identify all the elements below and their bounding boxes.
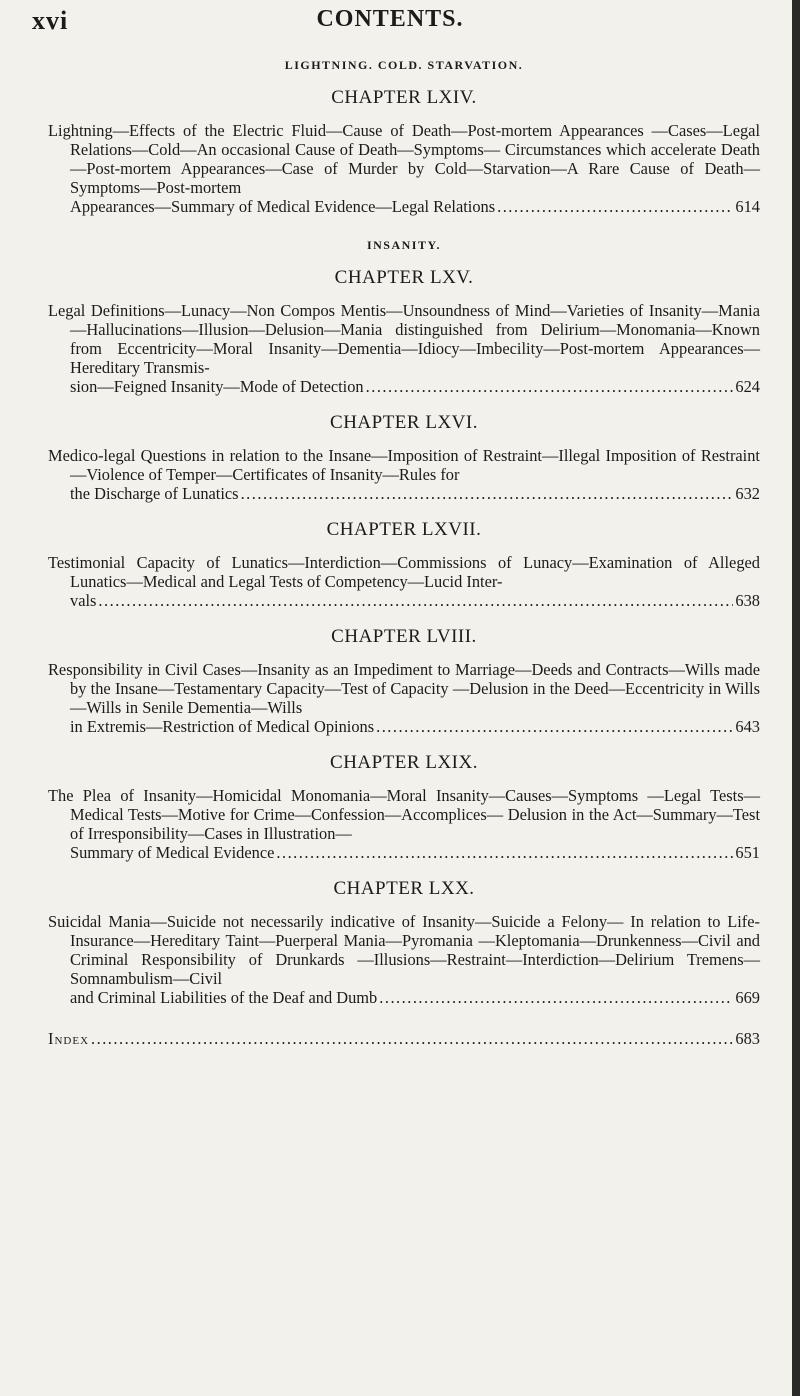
page-number: 624: [735, 377, 760, 396]
chapter-summary: [48, 121, 760, 216]
summary-text: Legal Definitions—Lunacy—Non Compos Mentis—Unsoundness of Mind—Varieties of Insanity—Mania—Hallucinations—Illusion—Delusion—Mania distinguished from Delirium—Monomania—Known from Eccentricity—Moral Insanity—Dementia—Idiocy—Imbecility—Post-mortem Appearances—Hereditary Transmis-: [48, 301, 760, 377]
summary-last-text: the Discharge of Lunatics: [70, 484, 239, 503]
summary-text: Lightning—Effects of the Electric Fluid—Cause of Death—Post-mortem Appearances —Cases—Legal Relations—Cold—An occasional Cause of Death—Symptoms— Circumstances which accelerate Death—Post-mortem Appearances—Case of Murder by Cold—Starvation—A Rare Cause of Death—Symptoms—Post-mortem: [48, 121, 760, 197]
summary-last-line: [70, 197, 760, 216]
summary-last-line: [70, 843, 760, 862]
dot-leader: [497, 197, 733, 216]
dot-leader: [241, 484, 734, 503]
dot-leader: [276, 843, 733, 862]
part-heading: INSANITY.: [366, 238, 442, 252]
chapter-heading: CHAPTER LVIII.: [331, 626, 477, 647]
dot-leader: [366, 377, 734, 396]
page-number: 669: [735, 988, 760, 1007]
summary-last-line: [70, 988, 760, 1007]
summary-last-line: [70, 377, 760, 396]
summary-last-text: vals: [70, 591, 97, 610]
chapter-heading: CHAPTER LXVII.: [326, 519, 482, 540]
running-title: CONTENTS.: [316, 6, 464, 32]
chapter-summary: [48, 912, 760, 1007]
chapter-heading: CHAPTER LXX.: [333, 878, 475, 899]
dot-leader: [376, 717, 733, 736]
summary-last-line: [70, 484, 760, 503]
summary-last-text: in Extremis—Restriction of Medical Opinions: [70, 717, 375, 736]
dot-leader: [98, 591, 733, 610]
summary-text: Suicidal Mania—Suicide not necessarily indicative of Insanity—Suicide a Felony— In relation to Life-Insurance—Hereditary Taint—Puerperal Mania—Pyromania —Kleptomania—Drunkenness—Civil and Criminal Responsibility of Drunkards —Illusions—Restraint—Interdiction—Delirium Tremens—Somnambulism—Civil: [48, 912, 760, 988]
chapter-heading: CHAPTER LXV.: [334, 267, 474, 288]
chapter-heading: CHAPTER LXIX.: [330, 752, 478, 773]
summary-text: The Plea of Insanity—Homicidal Monomania—Moral Insanity—Causes—Symptoms —Legal Tests—Medical Tests—Motive for Crime—Confession—Accomplices— Delusion in the Act—Summary—Test of Irresponsibility—Cases in Illustration—: [48, 786, 760, 843]
page-number: 651: [735, 843, 760, 862]
chapter-summary: [48, 446, 760, 503]
page-number: 614: [735, 197, 760, 216]
contents-list: [48, 58, 760, 1049]
dot-leader: [91, 1029, 733, 1049]
running-head: [20, 6, 760, 36]
page-edge-shadow: [792, 0, 800, 1396]
summary-text: Medico-legal Questions in relation to the Insane—Imposition of Restraint—Illegal Imposition of Restraint—Violence of Temper—Certificates of Insanity—Rules for: [48, 446, 760, 484]
summary-last-text: and Criminal Liabilities of the Deaf and Dumb: [70, 988, 378, 1007]
summary-text: Testimonial Capacity of Lunatics—Interdiction—Commissions of Lunacy—Examination of Alleged Lunatics—Medical and Legal Tests of Competency—Lucid Inter-: [48, 553, 760, 591]
index-entry: [48, 1029, 760, 1049]
chapter-summary: [48, 786, 760, 862]
part-heading: LIGHTNING. COLD. STARVATION.: [284, 58, 524, 72]
chapter-summary: [48, 660, 760, 736]
chapter-summary: [48, 553, 760, 610]
page-number: 632: [735, 484, 760, 503]
summary-last-text: sion—Feigned Insanity—Mode of Detection: [70, 377, 364, 396]
summary-text: Responsibility in Civil Cases—Insanity as an Impediment to Marriage—Deeds and Contracts—Wills made by the Insane—Testamentary Capacity—Test of Capacity —Delusion in the Deed—Eccentricity in Wills—Wills in Senile Dementia—Wills: [48, 660, 760, 717]
chapter-heading: CHAPTER LXVI.: [330, 412, 478, 433]
page-folio: xvi: [32, 6, 69, 35]
summary-last-line: [70, 591, 760, 610]
index-label: Index: [48, 1029, 90, 1048]
dot-leader: [379, 988, 733, 1007]
index-page-number: 683: [735, 1029, 760, 1048]
chapter-heading: CHAPTER LXIV.: [331, 87, 477, 108]
chapter-summary: [48, 301, 760, 396]
page-number: 638: [735, 591, 760, 610]
page-number: 643: [735, 717, 760, 736]
summary-last-line: [70, 717, 760, 736]
summary-last-text: Summary of Medical Evidence: [70, 843, 275, 862]
summary-last-text: Appearances—Summary of Medical Evidence—Legal Relations: [70, 197, 496, 216]
